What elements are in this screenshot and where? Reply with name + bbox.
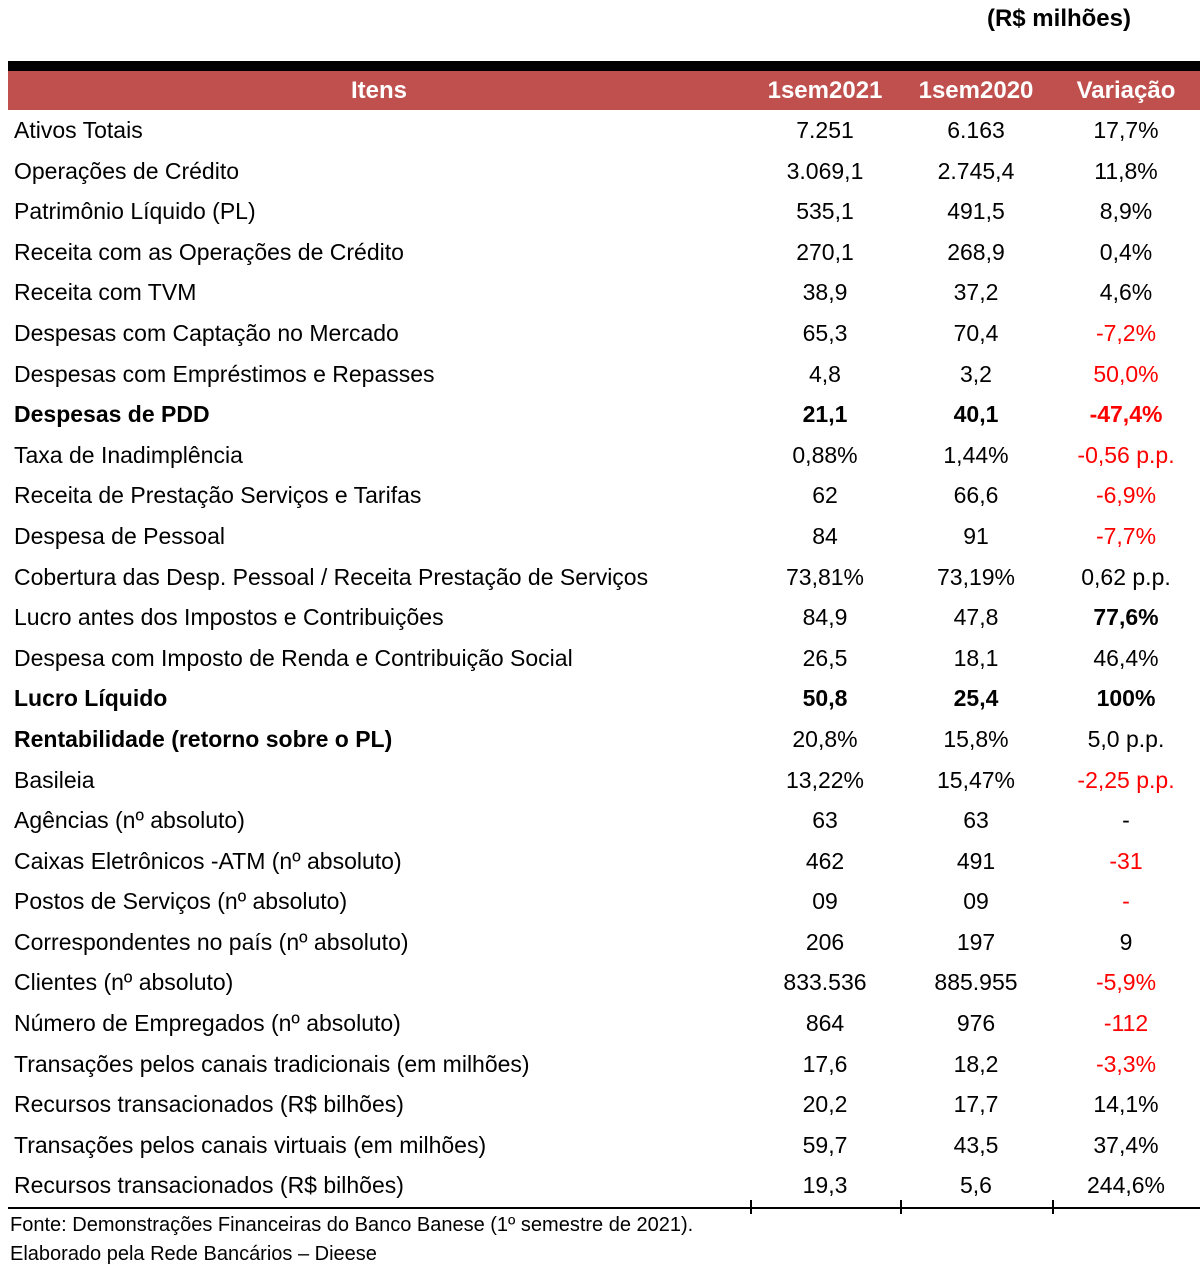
variation-cell: -112 [1103,1010,1149,1037]
item-cell: Receita com TVM [14,279,197,306]
table-row [8,191,1200,232]
value-1sem2021-cell: 833.536 [783,969,867,996]
item-cell: Número de Empregados (nº absoluto) [14,1010,401,1037]
variation-cell: -7,7% [1095,522,1157,549]
item-cell: Clientes (nº absoluto) [14,969,234,996]
value-1sem2021-cell: 65,3 [802,319,848,346]
column-divider-tick [900,1200,902,1214]
value-1sem2021-cell: 864 [805,1010,845,1037]
item-cell: Patrimônio Líquido (PL) [14,198,256,225]
variation-cell: -31 [1109,847,1143,874]
variation-cell: 46,4% [1093,644,1159,671]
table-row [8,272,1200,313]
table-row [8,313,1200,354]
value-1sem2020-cell: 268,9 [947,238,1005,265]
item-cell: Despesas com Empréstimos e Repasses [14,360,435,387]
item-cell: Ativos Totais [14,117,143,143]
value-1sem2021-cell: 270,1 [796,238,854,265]
value-1sem2020-cell: 17,7 [953,1091,999,1118]
table-row [8,232,1200,273]
item-cell: Basileia [14,766,95,793]
value-1sem2021-cell: 4,8 [809,360,841,387]
column-divider-tick [750,1200,752,1214]
table-row [8,1003,1200,1044]
value-1sem2021-cell: 206 [805,928,845,955]
table-row [8,841,1200,882]
value-1sem2021-cell: 3.069,1 [786,157,864,184]
variation-cell: -0,56 p.p. [1077,441,1175,468]
value-1sem2021-cell: 84 [812,522,838,549]
value-1sem2020-cell: 885.955 [934,969,1018,996]
value-1sem2021-cell: 535,1 [796,198,854,225]
value-1sem2020-cell: 3,2 [960,360,992,387]
value-1sem2021-cell: 62 [812,482,838,509]
value-1sem2020-cell: 491,5 [947,198,1005,225]
value-1sem2020-cell: 73,19% [936,563,1015,590]
table-row [8,881,1200,922]
value-1sem2020-cell: 2.745,4 [937,157,1015,184]
value-1sem2021-cell: 26,5 [802,644,848,671]
item-cell: Transações pelos canais tradicionais (em milhões) [14,1050,530,1077]
item-cell: Despesas com Captação no Mercado [14,319,399,346]
value-1sem2021-cell: 7.251 [796,117,854,143]
value-1sem2021-cell: 63 [812,807,838,834]
variation-cell: -5,9% [1095,969,1157,996]
table-row [8,962,1200,1003]
column-header-variacao: Variação [1076,77,1176,104]
table-row [8,922,1200,963]
variation-cell: -2,25 p.p. [1077,766,1175,793]
table-row [8,638,1200,679]
item-cell: Caixas Eletrônicos -ATM (nº absoluto) [14,847,402,874]
table-row [8,597,1200,638]
credit-note: Elaborado pela Rede Bancários – Dieese [10,1243,377,1265]
item-cell: Rentabilidade (retorno sobre o PL) [14,725,393,752]
table-row [8,800,1200,841]
variation-cell: 50,0% [1093,360,1159,387]
value-1sem2021-cell: 0,88% [792,441,858,468]
value-1sem2021-cell: 38,9 [802,279,848,306]
value-1sem2020-cell: 5,6 [960,1172,992,1199]
variation-cell: 8,9% [1099,198,1153,225]
value-1sem2021-cell: 21,1 [802,401,848,428]
value-1sem2020-cell: 70,4 [953,319,999,346]
item-cell: Agências (nº absoluto) [14,807,245,834]
value-1sem2021-cell: 19,3 [802,1172,848,1199]
variation-cell: -47,4% [1089,401,1163,428]
variation-cell: 244,6% [1086,1172,1165,1199]
value-1sem2020-cell: 18,1 [953,644,999,671]
variation-cell: -3,3% [1095,1050,1157,1077]
table-row [8,394,1200,435]
table-row [8,151,1200,192]
value-1sem2021-cell: 73,81% [785,563,864,590]
table-row [8,719,1200,760]
table-row [8,475,1200,516]
item-cell: Lucro Líquido [14,685,168,712]
value-1sem2020-cell: 63 [963,807,989,834]
value-1sem2021-cell: 84,9 [802,604,848,631]
item-cell: Transações pelos canais virtuais (em milhões) [14,1131,487,1158]
table-row [8,678,1200,719]
table-row [8,435,1200,476]
item-cell: Lucro antes dos Impostos e Contribuições [14,604,444,631]
source-note: Fonte: Demonstrações Financeiras do Banco Banese (1º semestre de 2021). [10,1214,694,1236]
variation-cell: 11,8% [1094,157,1158,184]
value-1sem2021-cell: 17,6 [802,1050,848,1077]
table-row [8,1084,1200,1125]
table-body [8,110,1200,1206]
value-1sem2021-cell: 50,8 [802,685,848,712]
value-1sem2020-cell: 6.163 [947,117,1005,143]
value-1sem2020-cell: 91 [963,522,989,549]
variation-cell: - [1122,807,1130,834]
table-row [8,354,1200,395]
value-1sem2020-cell: 197 [956,928,996,955]
variation-cell: 77,6% [1093,604,1159,631]
value-1sem2021-cell: 20,8% [792,725,858,752]
column-divider-tick [1052,1200,1054,1214]
value-1sem2020-cell: 25,4 [953,685,999,712]
variation-cell: 5,0 p.p. [1087,725,1165,752]
column-header-itens: Itens [350,77,407,104]
table-row [8,1125,1200,1166]
item-cell: Despesas de PDD [14,401,210,428]
value-1sem2021-cell: 13,22% [785,766,864,793]
item-cell: Recursos transacionados (R$ bilhões) [14,1172,404,1199]
value-1sem2020-cell: 66,6 [953,482,999,509]
variation-cell: 0,62 p.p. [1081,563,1171,590]
item-cell: Recursos transacionados (R$ bilhões) [14,1091,404,1118]
value-1sem2020-cell: 491 [956,847,996,874]
variation-cell: -7,2% [1095,319,1157,346]
value-1sem2021-cell: 462 [805,847,845,874]
item-cell: Receita de Prestação Serviços e Tarifas [14,482,422,509]
item-cell: Correspondentes no país (nº absoluto) [14,928,409,955]
item-cell: Taxa de Inadimplência [14,441,243,468]
column-header-1sem2021: 1sem2021 [767,77,883,104]
value-1sem2020-cell: 1,44% [943,441,1009,468]
value-1sem2020-cell: 18,2 [953,1050,999,1077]
item-cell: Cobertura das Desp. Pessoal / Receita Prestação de Serviços [14,563,649,590]
variation-cell: 14,1% [1093,1091,1159,1118]
value-1sem2020-cell: 43,5 [953,1131,999,1158]
item-cell: Despesa de Pessoal [14,522,225,549]
financial-table [8,61,1200,1206]
table-row [8,760,1200,801]
variation-cell: -6,9% [1095,482,1157,509]
variation-cell: 0,4% [1099,238,1153,265]
table-bottom-rule [8,1207,1200,1209]
variation-cell: 100% [1096,685,1156,712]
column-header-1sem2020: 1sem2020 [918,77,1034,104]
table-header-row [8,61,1200,110]
value-1sem2020-cell: 09 [963,888,989,915]
table-row [8,1044,1200,1085]
value-1sem2020-cell: 15,8% [943,725,1009,752]
item-cell: Receita com as Operações de Crédito [14,238,404,265]
value-1sem2020-cell: 47,8 [953,604,999,631]
variation-cell: - [1122,888,1130,915]
variation-cell: 9 [1119,928,1133,955]
table-row [8,110,1200,151]
item-cell: Despesa com Imposto de Renda e Contribuição Social [14,644,573,671]
value-1sem2020-cell: 976 [956,1010,996,1037]
variation-cell: 4,6% [1099,279,1153,306]
value-1sem2020-cell: 40,1 [953,401,999,428]
value-1sem2021-cell: 59,7 [802,1131,848,1158]
value-1sem2021-cell: 20,2 [802,1091,848,1118]
table-row [8,516,1200,557]
value-1sem2021-cell: 09 [812,888,838,915]
variation-cell: 17,7% [1093,117,1159,143]
table-row [8,1165,1200,1206]
variation-cell: 37,4% [1093,1131,1159,1158]
value-1sem2020-cell: 15,47% [936,766,1015,793]
unit-label: (R$ milhões) [986,5,1131,32]
item-cell: Postos de Serviços (nº absoluto) [14,888,348,915]
value-1sem2020-cell: 37,2 [953,279,999,306]
item-cell: Operações de Crédito [14,157,240,184]
table-row [8,557,1200,598]
